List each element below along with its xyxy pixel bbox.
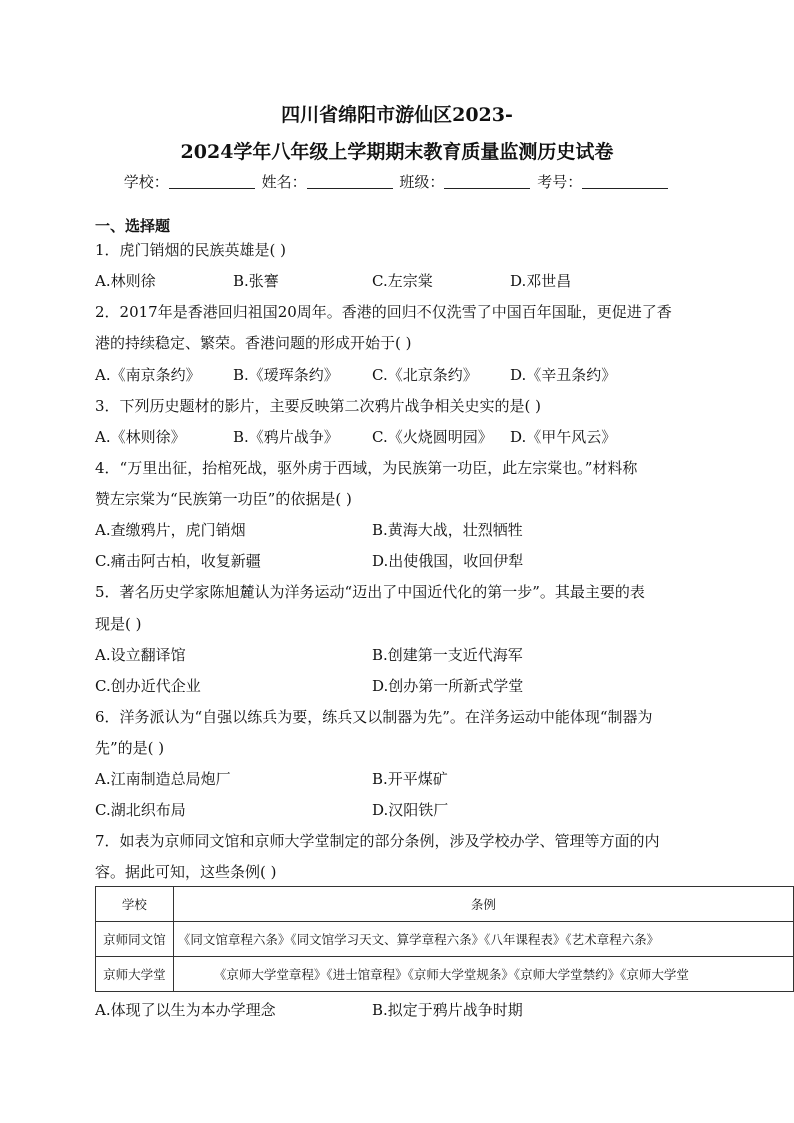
table-cell-school: 京师大学堂 <box>96 957 174 992</box>
q5-option-d[interactable]: D.创办第一所新式学堂 <box>372 677 524 695</box>
exam-number-blank[interactable] <box>582 174 668 189</box>
question-1-text: 1．虎门销烟的民族英雄是( ) <box>95 241 287 259</box>
exam-number-label: 考号： <box>537 173 583 191</box>
q1-option-b[interactable]: B.张謇 <box>233 272 279 290</box>
table-header-regulations: 条例 <box>173 887 793 922</box>
q7-option-b[interactable]: B.拟定于鸦片战争时期 <box>372 1001 523 1019</box>
class-blank[interactable] <box>444 174 530 189</box>
q4-option-d[interactable]: D.出使俄国，收回伊犁 <box>372 552 524 570</box>
question-5-text-line-2: 现是( ) <box>95 615 142 633</box>
question-7-text-line-2: 容。据此可知，这些条例( ) <box>95 863 277 881</box>
question-7-text-line-1: 7．如表为京师同文馆和京师大学堂制定的部分条例，涉及学校办学、管理等方面的内 <box>95 832 660 850</box>
question-2-text-line-2: 港的持续稳定、繁荣。香港问题的形成开始于( ) <box>95 334 412 352</box>
q3-option-a[interactable]: A.《林则徐》 <box>95 428 186 446</box>
q6-option-a[interactable]: A.江南制造总局炮厂 <box>95 770 231 788</box>
table-cell-school: 京师同文馆 <box>96 922 174 957</box>
table-header-school: 学校 <box>96 887 174 922</box>
q4-option-c[interactable]: C.痛击阿古柏，收复新疆 <box>95 552 261 570</box>
table-clip <box>0 880 794 1010</box>
question-6-text-line-1: 6．洋务派认为“自强以练兵为要，练兵又以制器为先”。在洋务运动中能体现“制器为 <box>95 708 653 726</box>
q3-option-c[interactable]: C.《火烧圆明园》 <box>372 428 493 446</box>
q2-option-c[interactable]: C.《北京条约》 <box>372 366 478 384</box>
table-row <box>96 957 794 992</box>
class-label: 班级： <box>399 173 445 191</box>
q1-option-a[interactable]: A.林则徐 <box>95 272 156 290</box>
q6-option-d[interactable]: D.汉阳铁厂 <box>372 801 449 819</box>
student-info-row <box>0 171 794 192</box>
q5-option-c[interactable]: C.创办近代企业 <box>95 677 201 695</box>
title-line-1: 四川省绵阳市游仙区2023- <box>281 104 513 126</box>
q5-option-a[interactable]: A.设立翻译馆 <box>95 646 186 664</box>
q6-option-b[interactable]: B.开平煤矿 <box>372 770 448 788</box>
q2-option-d[interactable]: D.《辛丑条约》 <box>510 366 617 384</box>
question-4-text-line-2: 赞左宗棠为“民族第一功臣”的依据是( ) <box>95 490 352 508</box>
question-5-text-line-1: 5．著名历史学家陈旭麓认为洋务运动“迈出了中国近代化的第一步”。其最主要的表 <box>95 583 645 601</box>
q2-option-a[interactable]: A.《南京条约》 <box>95 366 201 384</box>
table-row <box>96 922 794 957</box>
question-2-text-line-1: 2．2017年是香港回归祖国20周年。香港的回归不仅洗雪了中国百年国耻，更促进了香 <box>95 303 672 321</box>
regulations-table <box>95 886 794 992</box>
q5-option-b[interactable]: B.创建第一支近代海军 <box>372 646 523 664</box>
question-6-text-line-2: 先”的是( ) <box>95 739 165 757</box>
q4-option-b[interactable]: B.黄海大战，壮烈牺牲 <box>372 521 523 539</box>
question-4-text-line-1: 4．“万里出征，抬棺死战，驱外虏于西域，为民族第一功臣，此左宗棠也。”材料称 <box>95 459 638 477</box>
school-label: 学校： <box>123 173 169 191</box>
q1-option-d[interactable]: D.邓世昌 <box>510 272 572 290</box>
q3-option-d[interactable]: D.《甲午风云》 <box>510 428 617 446</box>
q2-option-b[interactable]: B.《瑷珲条约》 <box>233 366 339 384</box>
q6-option-c[interactable]: C.湖北织布局 <box>95 801 186 819</box>
title-line-2: 2024学年八年级上学期期末教育质量监测历史试卷 <box>180 141 614 163</box>
table-cell-regulations: 《京师大学堂章程》《进士馆章程》《京师大学堂规条》《京师大学堂禁约》《京师大学堂 <box>173 957 793 992</box>
question-3-text: 3．下列历史题材的影片，主要反映第二次鸦片战争相关史实的是( ) <box>95 397 542 415</box>
table-header-row <box>96 887 794 922</box>
name-label: 姓名： <box>261 173 307 191</box>
school-blank[interactable] <box>169 174 255 189</box>
name-blank[interactable] <box>307 174 393 189</box>
q3-option-b[interactable]: B.《鸦片战争》 <box>233 428 339 446</box>
table-cell-regulations: 《同文馆章程六条》《同文馆学习天文、算学章程六条》《八年课程表》《艺术章程六条》 <box>173 922 793 957</box>
q7-option-a[interactable]: A.体现了以生为本办学理念 <box>95 1001 276 1019</box>
q1-option-c[interactable]: C.左宗棠 <box>372 272 433 290</box>
q4-option-a[interactable]: A.查缴鸦片，虎门销烟 <box>95 521 246 539</box>
section-title: 一、选择题 <box>95 217 171 235</box>
